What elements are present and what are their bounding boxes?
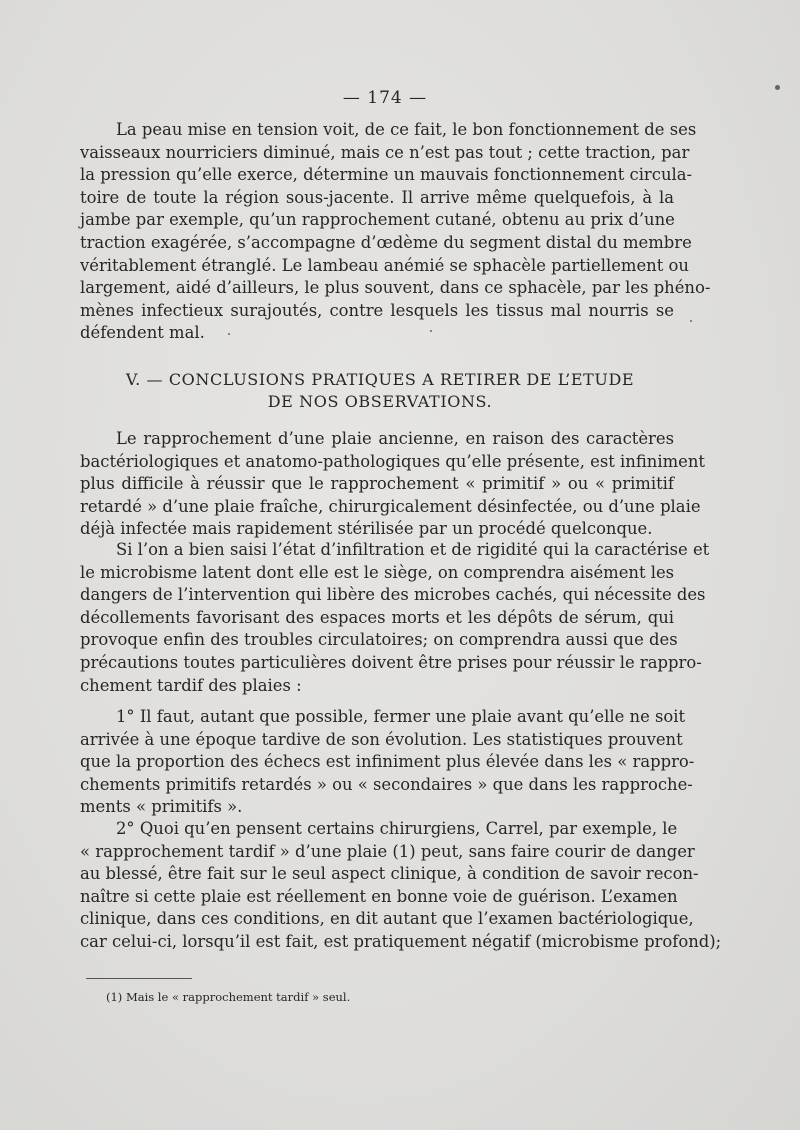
footnote-separator [86,978,192,979]
text-line: toire de toute la région sous-jacente. Il arrive même quelquefois, à la [80,187,674,207]
paragraph-infiltration [80,539,710,697]
text-line: vaisseaux nourriciers diminué, mais ce n’est pas tout ; cette traction, par [80,142,690,162]
paper-speck [430,330,432,332]
paper-speck [228,333,230,335]
text-line: dangers de l’intervention qui libère des microbes cachés, qui nécessite des [80,585,706,605]
paragraph-point-2 [80,818,722,954]
text-line: le microbisme latent dont elle est le siège, on comprendra aisément les [80,562,675,582]
section-heading-line-2: DE NOS OBSERVATIONS. [267,392,493,411]
text-line: précautions toutes particulières doivent être prises pour réussir le rappro- [80,652,702,672]
text-line: défendent mal. [80,323,205,343]
text-line: 2° Quoi qu’en pensent certains chirurgiens, Carrel, par exemple, le [116,819,678,838]
text-line: 1° Il faut, autant que possible, fermer une plaie avant qu’elle ne soit [116,707,686,726]
paragraph-point-1 [80,706,695,819]
text-line: chements primitifs retardés » ou « secondaires » que dans les rapproche- [80,774,693,794]
paragraph-skin-tension [80,119,711,345]
section-heading-line-1: V. — CONCLUSIONS PRATIQUES A RETIRER DE L’ETUDE [125,370,635,389]
text-line: arrivée à une époque tardive de son évolution. Les statistiques prouvent [80,729,683,749]
paragraph-old-wound [80,428,705,541]
text-line: véritablement étranglé. Le lambeau anémié se sphacèle partiellement ou [80,255,689,275]
text-line: ments « primitifs ». [80,797,243,817]
text-line: plus difficile à réussir que le rapprochement « primitif » ou « primitif [80,474,674,494]
text-line: retardé » d’une plaie fraîche, chirurgicalement désinfectée, ou d’une plaie [80,496,701,516]
text-line: Le rapprochement d’une plaie ancienne, en raison des caractères [116,429,674,448]
page-number: — 174 — [342,88,428,108]
text-line: déjà infectée mais rapidement stérilisée par un procédé quelconque. [80,519,653,539]
footnote: (1) Mais le « rapprochement tardif » seul. [106,990,351,1004]
text-line: car celui-ci, lorsqu’il est fait, est pratiquement négatif (microbisme profond); [80,931,722,951]
text-line: largement, aidé d’ailleurs, le plus souvent, dans ce sphacèle, par les phéno- [80,278,711,298]
text-line: « rapprochement tardif » d’une plaie (1) peut, sans faire courir de danger [80,841,695,861]
text-line: la pression qu’elle exerce, détermine un mauvais fonctionnement circula- [80,165,693,185]
text-line: mènes infectieux surajoutés, contre lesquels les tissus mal nourris se [80,300,674,320]
text-line: au blessé, être fait sur le seul aspect clinique, à condition de savoir recon- [80,864,699,884]
text-line: que la proportion des échecs est infiniment plus élevée dans les « rappro- [80,752,695,772]
text-line: bactériologiques et anatomo-pathologiques qu’elle présente, est infiniment [80,451,705,471]
text-line: naître si cette plaie est réellement en bonne voie de guérison. L’examen [80,886,678,906]
text-line: jambe par exemple, qu’un rapprochement cutané, obtenu au prix d’une [80,210,675,230]
paper-speck [775,85,780,90]
paper-speck [690,320,692,322]
text-line: Si l’on a bien saisi l’état d’infiltration et de rigidité qui la caractérise et [116,540,710,559]
text-line: décollements favorisant des espaces morts et les dépôts de sérum, qui [80,607,674,627]
text-line: La peau mise en tension voit, de ce fait, le bon fonctionnement de ses [116,120,697,139]
text-line: clinique, dans ces conditions, en dit autant que l’examen bactériologique, [80,909,694,929]
text-line: traction exagérée, s’accompagne d’œdème du segment distal du membre [80,232,692,252]
text-line: provoque enfin des troubles circulatoires; on comprendra aussi que des [80,630,678,650]
text-line: chement tardif des plaies : [80,675,302,695]
section-heading [80,369,680,413]
